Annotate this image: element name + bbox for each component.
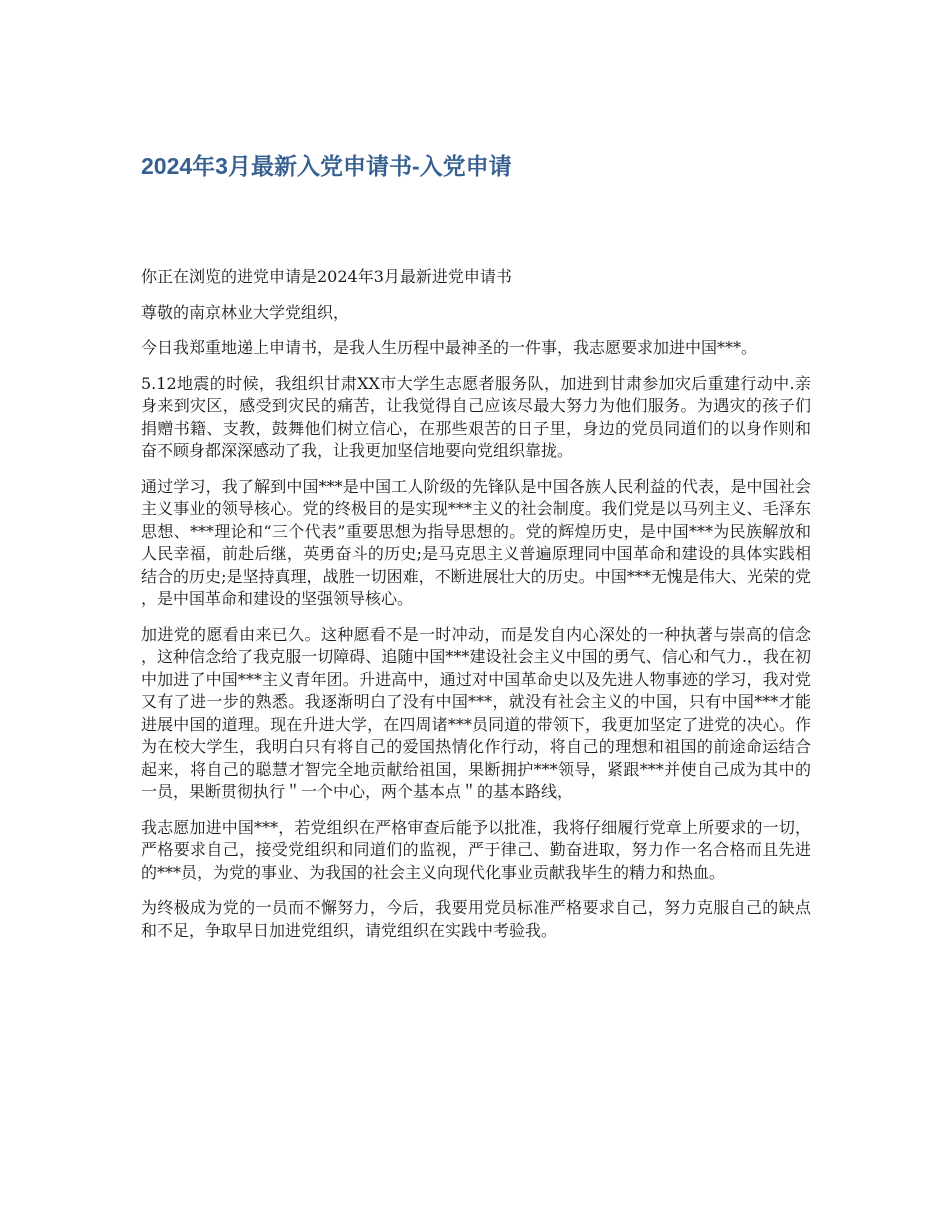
paragraph-aspiration: 加进党的愿看由来已久。这种愿看不是一时冲动，而是发自内心深处的一种执著与崇高的信念，这种信念给了我克服一切障碍、追随中国***建设社会主义中国的勇气、信心和气力.，我在初中加进了中国***主义青年团。升进高中，通过对中国革命史以及先进人物事迹的学习，我对党又有了进一步的熟悉。我逐渐明白了没有中国***，就没有社会主义的中国，只有中国***才能进展中国的道理。现在升进大学，在四周诸***员同道的带领下，我更加坚定了进党的决心。作为在校大学生，我明白只有将自己的爱国热情化作行动，将自己的理想和祖国的前途命运结合起来，将自己的聪慧才智完全地贡献给祖国，果断拥护***领导，紧跟***并使自己成为其中的一员，果断贯彻执行＂一个中心，两个基本点＂的基本路线， (141, 624, 811, 801)
document-title: 2024年3月最新入党申请书-入党申请 (141, 153, 512, 179)
paragraph-closing: 为终极成为党的一员而不懈努力，今后，我要用党员标准严格要求自己，努力克服自己的缺点和不足，争取早日加进党组织，请党组织在实践中考验我。 (141, 898, 811, 940)
paragraph-volunteer-experience: 5.12地震的时候，我组织甘肃XX市大学生志愿者服务队，加进到甘肃参加灾后重建行动中.亲身来到灾区，感受到灾民的痛苦，让我觉得自己应该尽最大努力为他们服务。为遇灾的孩子们捐赠书籍、支教，鼓舞他们树立信心，在那些艰苦的日子里，身边的党员同道们的以身作则和奋不顾身都深深感动了我，让我更加坚信地要向党组织靠拢。 (141, 373, 811, 460)
paragraph-salutation: 尊敬的南京林业大学党组织， (141, 302, 350, 322)
paragraph-understanding: 通过学习，我了解到中国***是中国工人阶级的先锋队是中国各族人民利益的代表，是中国社会主义事业的领导核心。党的终极目的是实现***主义的社会制度。我们党是以马列主义、毛泽东思想、***理论和“三个代表”重要思想为指导思想的。党的辉煌历史，是中国***为民族解放和人民幸福，前赴后继，英勇奋斗的历史;是马克思主义普遍原理同中国革命和建设的具体实践相结合的历史;是坚持真理，战胜一切困难，不断进展壮大的历史。中国***无愧是伟大、光荣的党，是中国革命和建设的坚强领导核心。 (141, 476, 811, 608)
document-body (141, 266, 811, 955)
paragraph-commitment: 我志愿加进中国***，若党组织在严格审查后能予以批准，我将仔细履行党章上所要求的一切，严格要求自己，接受党组织和同道们的监视，严于律己、勤奋进取，努力作一名合格而且先进的***员，为党的事业、为我国的社会主义向现代化事业贡献我毕生的精力和热血。 (141, 817, 811, 882)
paragraph-intro: 你正在浏览的进党申请是2024年3月最新进党申请书 (141, 267, 512, 286)
paragraph-opening: 今日我郑重地递上申请书，是我人生历程中最神圣的一件事，我志愿要求加进中国***。 (141, 338, 758, 357)
